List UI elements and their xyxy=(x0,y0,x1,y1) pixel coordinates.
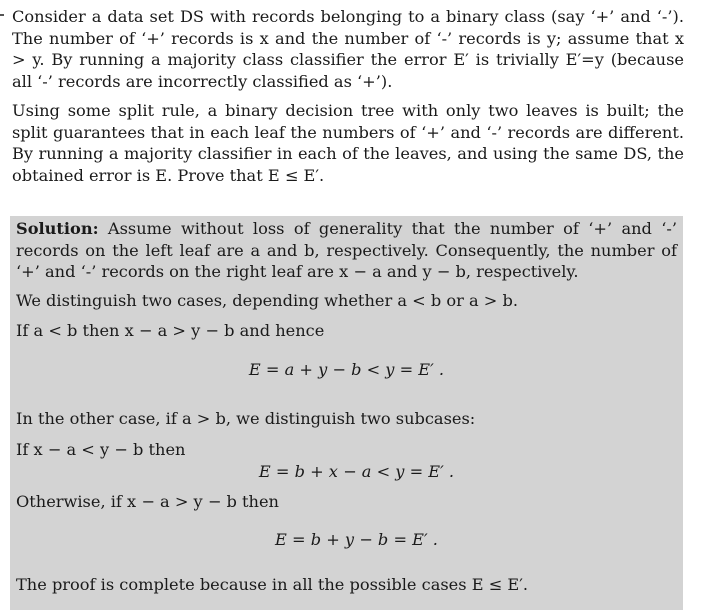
problem-statement xyxy=(12,6,684,186)
subcase-2-condition: Otherwise, if x − a > y − b then xyxy=(16,491,279,511)
problem-paragraph-2: Using some split rule, a binary decision tree with only two leaves is built; the split guarantees that in each leaf the numbers of ‘+’ and ‘-’ records are different. By running a majority classifier in each of the leaves, and using the same DS, the obtained error is E. Prove that E ≤ E′. xyxy=(12,101,684,185)
subcase-1-condition: If x − a < y − b then xyxy=(16,439,186,459)
cases-intro: We distinguish two cases, depending whether a < b or a > b. xyxy=(16,290,518,310)
case-2-intro: In the other case, if a > b, we distinguish two subcases: xyxy=(16,409,476,428)
equation-1: E = a + y − b < y = E′ . xyxy=(248,359,445,379)
equation-2: E = b + x − a < y = E′ . xyxy=(258,462,455,481)
case-1-condition: If a < b then x − a > y − b and hence xyxy=(16,321,325,340)
problem-paragraph-1: Consider a data set DS with records belonging to a binary class (say ‘+’ and ‘-’). The number of ‘+’ records is x and the number of ‘-’ records is y; assume that x > y. By running a majority class classifier the error E′ is trivially E′=y (because all ‘-’ records are incorrectly classified as ‘+’). xyxy=(12,7,684,91)
conclusion: The proof is complete because in all the possible cases E ≤ E′. xyxy=(16,574,529,594)
margin-mark xyxy=(0,14,4,16)
solution-box xyxy=(10,216,683,610)
solution-intro-paragraph xyxy=(16,218,677,283)
equation-3: E = b + y − b = E′ . xyxy=(275,530,438,549)
solution-label: Solution: xyxy=(16,219,99,238)
solution-intro-text: Assume without loss of generality that the number of ‘+’ and ‘-’ records on the left leaf are a and b, respectively. Consequently, the number of ‘+’ and ‘-’ records on the right leaf are x − a and y − b, respectively. xyxy=(16,219,677,281)
